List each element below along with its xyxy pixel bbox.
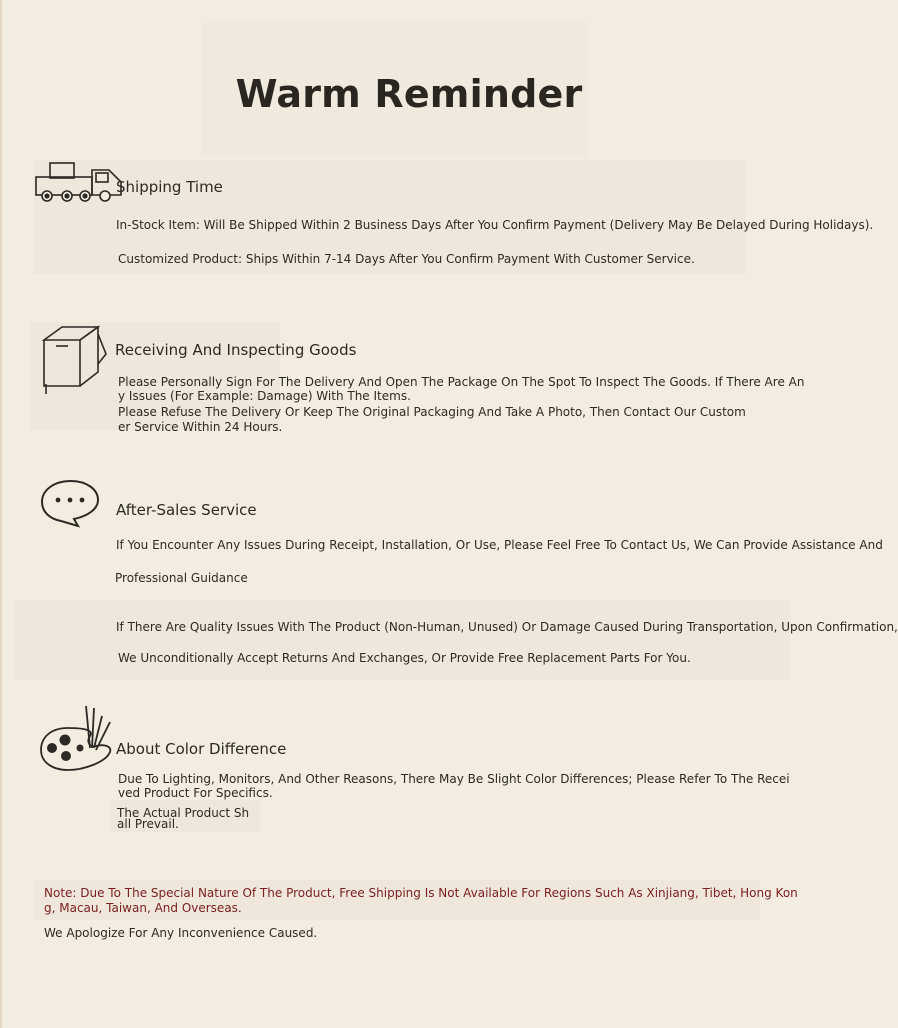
color-line-1: Due To Lighting, Monitors, And Other Reasons, There May Be Slight Color Differences; Please Refer To The Recei — [118, 772, 790, 786]
truck-icon — [33, 160, 125, 208]
color-line-4: all Prevail. — [117, 817, 179, 831]
shipping-line-1: In-Stock Item: Will Be Shipped Within 2 Business Days After You Confirm Payment (Delivery May Be Delayed During Holidays). — [116, 218, 874, 232]
color-line-3: The Actual Product Sh — [117, 806, 250, 820]
after-sales-line-2: Professional Guidance — [115, 571, 248, 585]
after-sales-line-3: If There Are Quality Issues With The Product (Non-Human, Unused) Or Damage Caused During Transportation, Upon Confirmation, — [116, 620, 898, 634]
receiving-line-2: y Issues (For Example: Damage) With The Items. — [118, 389, 411, 403]
after-sales-heading: After-Sales Service — [116, 501, 257, 519]
chat-bubble-icon — [38, 478, 104, 532]
color-line-2: ved Product For Specifics. — [118, 786, 273, 800]
apology-text: We Apologize For Any Inconvenience Caused. — [44, 926, 318, 940]
receiving-line-1: Please Personally Sign For The Delivery And Open The Package On The Spot To Inspect The Goods. If There Are An — [118, 375, 805, 389]
receiving-line-4: er Service Within 24 Hours. — [118, 420, 283, 434]
after-sales-line-1: If You Encounter Any Issues During Receipt, Installation, Or Use, Please Feel Free To Contact Us, We Can Provide Assistance And — [116, 538, 883, 552]
after-sales-line-4: We Unconditionally Accept Returns And Exchanges, Or Provide Free Replacement Parts For You. — [118, 651, 691, 665]
color-heading: About Color Difference — [116, 740, 287, 758]
receiving-line-3: Please Refuse The Delivery Or Keep The Original Packaging And Take A Photo, Then Contact Our Custom — [118, 405, 746, 419]
shipping-line-2: Customized Product: Ships Within 7-14 Days After You Confirm Payment With Customer Service. — [118, 252, 695, 266]
receiving-heading: Receiving And Inspecting Goods — [115, 341, 357, 359]
box-icon — [40, 324, 108, 396]
page-left-border — [0, 0, 2, 1028]
after-sales-section-background — [14, 600, 790, 680]
page-title: Warm Reminder — [235, 72, 583, 116]
note-line-2: g, Macau, Taiwan, And Overseas. — [44, 901, 242, 915]
shipping-heading: Shipping Time — [116, 178, 223, 196]
note-line-1: Note: Due To The Special Nature Of The Product, Free Shipping Is Not Available For Regions Such As Xinjiang, Tibet, Hong Kon — [44, 886, 798, 900]
palette-icon — [38, 702, 116, 774]
